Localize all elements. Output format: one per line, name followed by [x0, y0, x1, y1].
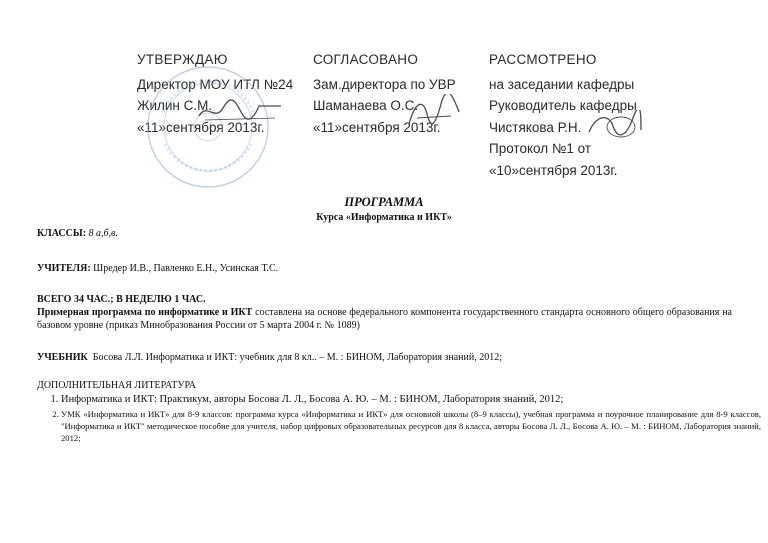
- approval-heading: РАССМОТРЕНО: [489, 52, 597, 67]
- approval-name: Шаманаева О.С.: [313, 98, 419, 114]
- approval-name: Жилин С.М.: [137, 98, 213, 114]
- basis-bold: Примерная программа по информатике и ИКТ: [37, 307, 253, 318]
- approval-protocol: Протокол №1 от: [489, 141, 591, 157]
- literature-list: [37, 394, 761, 446]
- program-title: ПРОГРАММА: [344, 195, 424, 209]
- approval-heading: СОГЛАСОВАНО: [313, 52, 419, 67]
- hours-value: ВСЕГО 34 ЧАС.; В НЕДЕЛЮ 1 ЧАС.: [37, 294, 206, 305]
- approval-date: «11»сентября 2013г.: [137, 119, 265, 135]
- basis-rest: составлена на основе федерального компонента государственного стандарта основного общего образования на базовом уровне (приказ Минобразования России от 5 марта 2004 г. № 1089): [37, 307, 732, 331]
- textbook-line: [37, 352, 502, 363]
- approval-date: «10»сентября 2013г.: [489, 162, 618, 178]
- teachers-value: Шредер И.В., Павленко Е.Н., Усинская Т.С.: [93, 263, 279, 274]
- approval-meeting: на заседании кафедры: [489, 76, 635, 92]
- classes-label: КЛАССЫ:: [37, 228, 87, 239]
- literature-heading: ДОПОЛНИТЕЛЬНАЯ ЛИТЕРАТУРА: [37, 380, 196, 391]
- classes-value: 8 а,б,в.: [88, 228, 118, 239]
- hours-line: [37, 294, 206, 305]
- approval-position: Зам.директора по УВР: [313, 76, 456, 92]
- signature-department-icon: [583, 110, 645, 144]
- program-subtitle: Курса «Информатика и ИКТ»: [316, 212, 452, 223]
- signature-director-icon: [195, 96, 285, 126]
- textbook-label: УЧЕБНИК: [37, 352, 88, 363]
- list-item: 1. Информатика и ИКТ: Практикум, авторы Босова Л. Л., Босова А. Ю. – М. : БИНОМ, Лаборатория знаний, 2012;: [61, 394, 761, 407]
- approval-name: Чистякова Р.Н.: [489, 119, 582, 135]
- approval-heading: УТВЕРЖДАЮ: [137, 52, 228, 67]
- teachers-line: [37, 263, 278, 274]
- teachers-label: УЧИТЕЛЯ:: [37, 263, 91, 274]
- textbook-value: Босова Л.Л. Информатика и ИКТ: учебник для 8 кл.. – М. : БИНОМ, Лаборатория знаний, 2012;: [92, 352, 503, 363]
- approval-position: Руководитель кафедры: [489, 98, 637, 114]
- approval-position: Директор МОУ ИТЛ №24: [137, 76, 294, 92]
- basis-paragraph: [37, 306, 732, 332]
- list-item: 2. УМК «Информатика и ИКТ» для 8-9 классов: программа курса «Информатика и ИКТ» для основной школы (8–9 классы), учебная программа и поурочное планирование для 8-9 классов, "Информатика и ИКТ" методическое пособие для учителя, набор цифровых образовательных ресурсов для 8 класса, авторы Босова Л. Л., Босова А. Ю. – М. : БИНОМ, Лаборатория знаний, 2012;: [61, 408, 761, 444]
- signature-deputy-icon: [405, 94, 465, 130]
- seal-stamp-icon: [143, 62, 273, 192]
- approval-date: «11»сентября 2013г.: [313, 119, 441, 135]
- classes-line: [37, 228, 118, 239]
